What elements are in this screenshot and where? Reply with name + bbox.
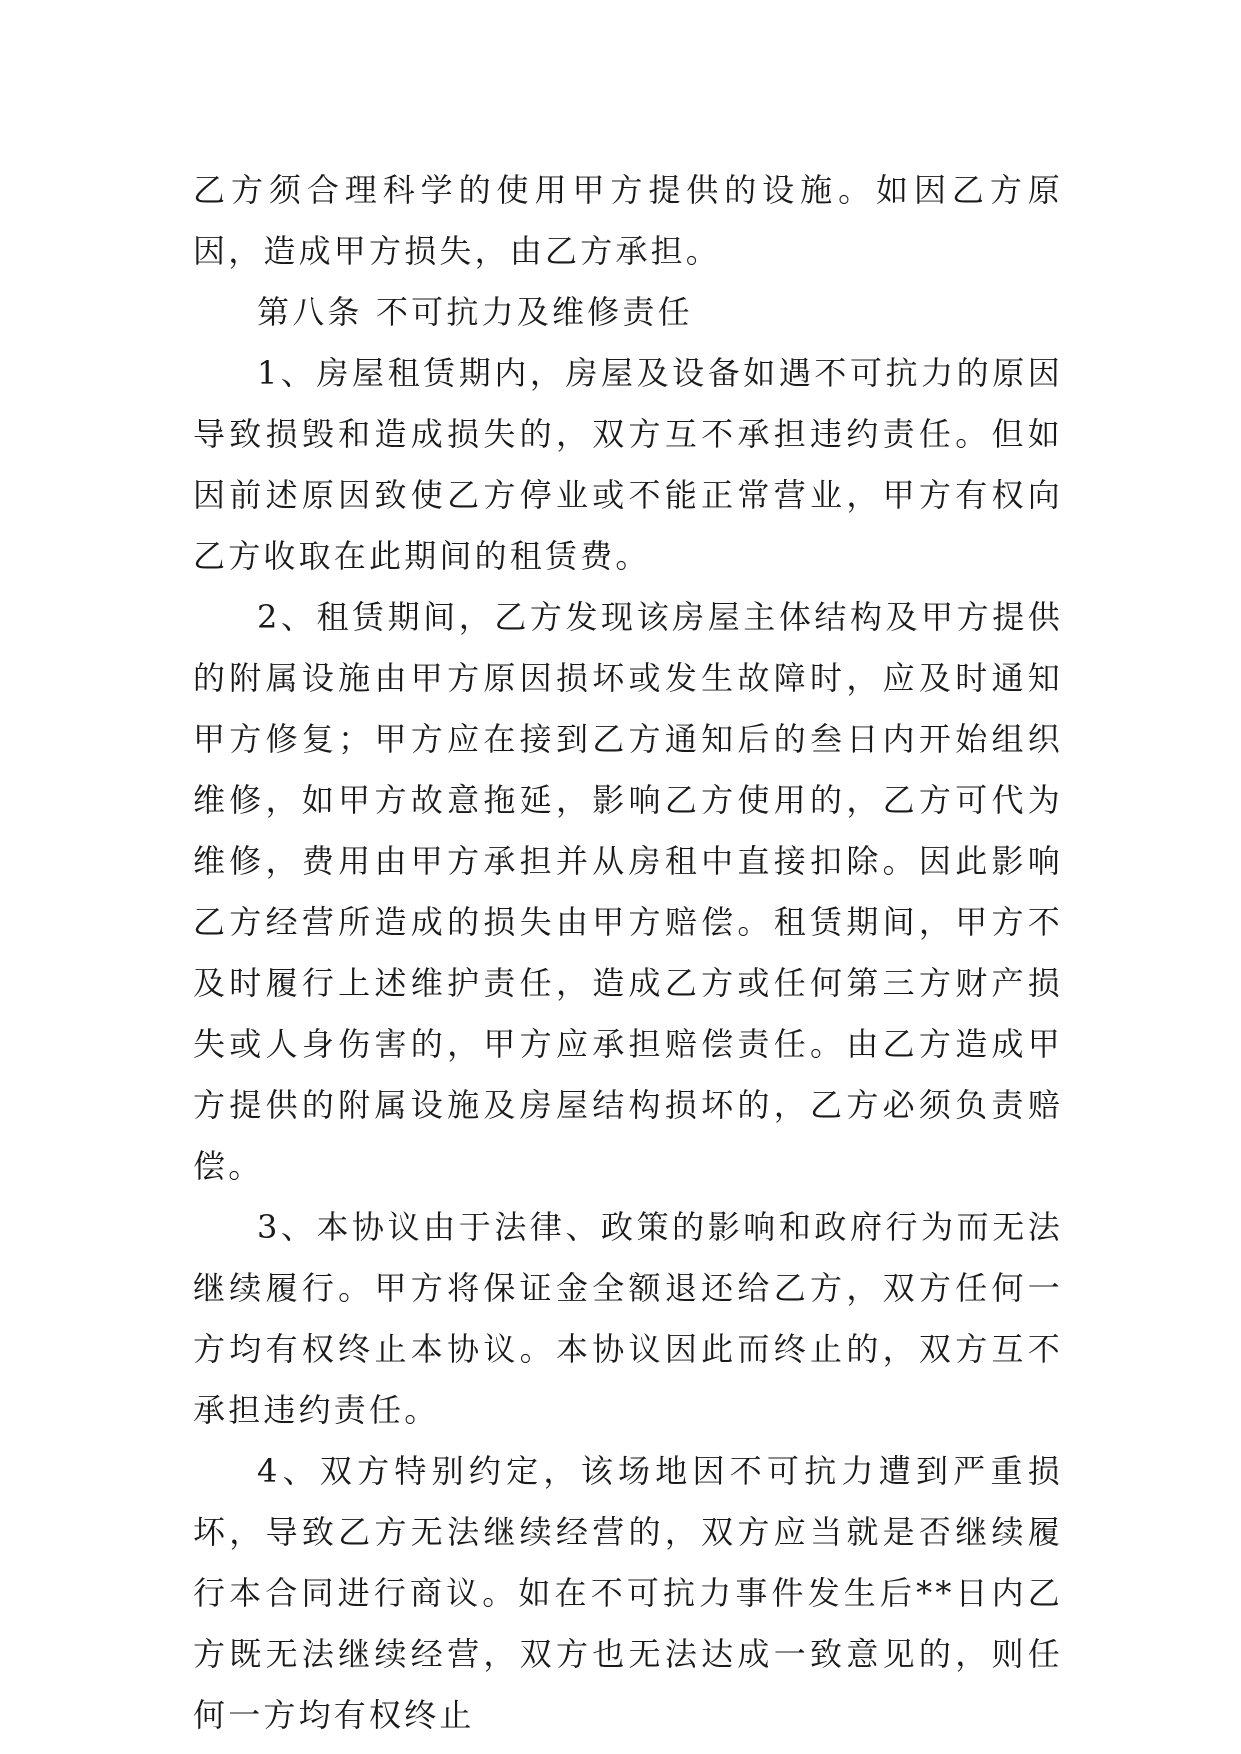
clause-2-maintenance: 2、租赁期间，乙方发现该房屋主体结构及甲方提供的附属设施由甲方原因损坏或发生故障时，应及时通知甲方修复；甲方应在接到乙方通知后的叁日内开始组织维修，如甲方故意拖延，影响乙方使用的，乙方可代为维修，费用由甲方承担并从房租中直接扣除。因此影响乙方经营所造成的损失由甲方赔偿。租赁期间，甲方不及时履行上述维护责任，造成乙方或任何第三方财产损失或人身伤害的，甲方应承担赔偿责任。由乙方造成甲方提供的附属设施及房屋结构损坏的，乙方必须负责赔偿。 bbox=[193, 598, 1063, 1185]
clause-1-force-majeure: 1、房屋租赁期内，房屋及设备如遇不可抗力的原因导致损毁和造成损失的，双方互不承担违约责任。但如因前述原因致使乙方停业或不能正常营业，甲方有权向乙方收取在此期间的租赁费。 bbox=[193, 354, 1063, 575]
article-eight-heading: 第八条 不可抗力及维修责任 bbox=[257, 293, 693, 331]
clause-3-policy-termination: 3、本协议由于法律、政策的影响和政府行为而无法继续履行。甲方将保证金全额退还给乙方，双方任何一方均有权终止本协议。本协议因此而终止的，双方互不承担违约责任。 bbox=[193, 1208, 1063, 1429]
document-body bbox=[193, 160, 1063, 1746]
paragraph-facilities-use: 乙方须合理科学的使用甲方提供的设施。如因乙方原因，造成甲方损失，由乙方承担。 bbox=[193, 171, 1063, 270]
clause-4-special-agreement: 4、双方特别约定，该场地因不可抗力遭到严重损坏，导致乙方无法继续经营的，双方应当就是否继续履行本合同进行商议。如在不可抗力事件发生后**日内乙方既无法继续经营，双方也无法达成一致意见的，则任何一方均有权终止 bbox=[193, 1452, 1063, 1734]
